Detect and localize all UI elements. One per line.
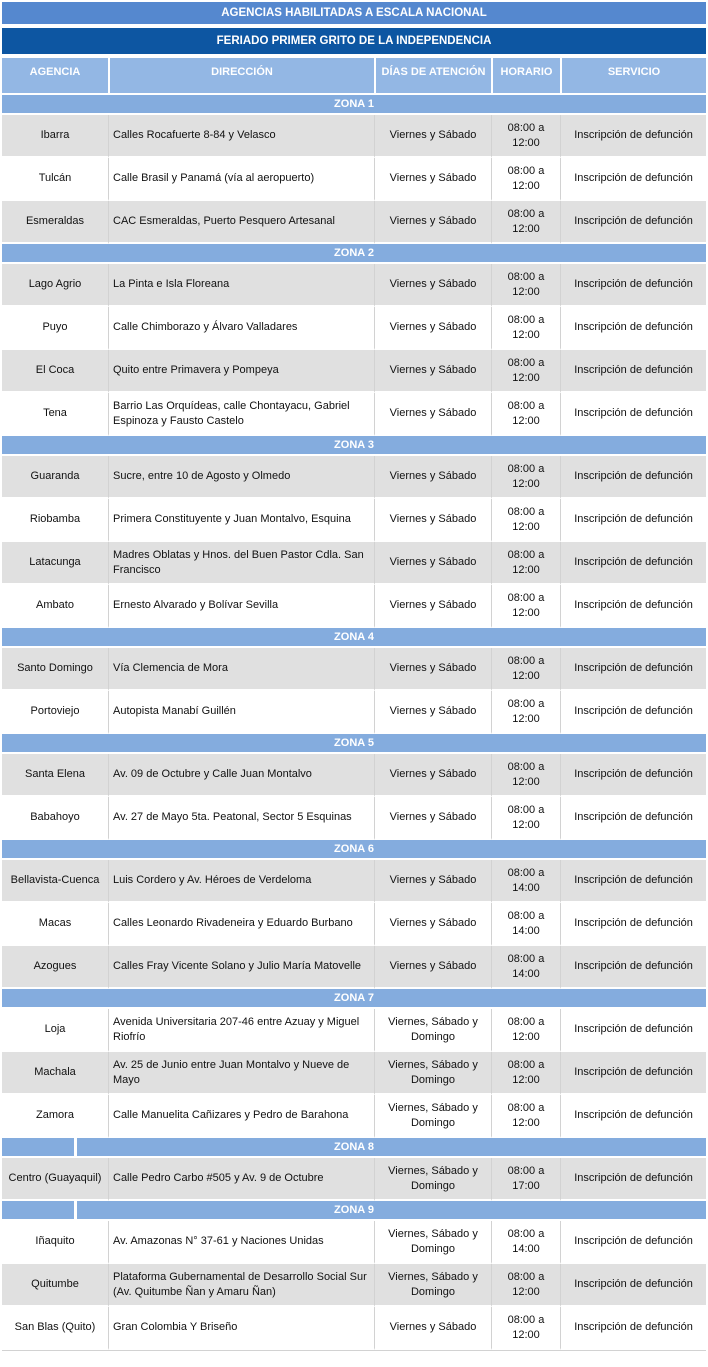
direccion-cell: Calle Manuelita Cañizares y Pedro de Barahona [108,1095,374,1138]
title-row [2,2,706,28]
horario-cell: 08:00 a 12:00 [491,115,560,158]
main-title-bar: AGENCIAS HABILITADAS A ESCALA NACIONAL [2,2,706,28]
column-header-agencia: AGENCIA [2,58,108,95]
agency-cell: Iñaquito [2,1221,108,1264]
zone-label: ZONA 4 [2,628,706,648]
agency-row [2,307,706,350]
horario-cell: 08:00 a 12:00 [491,456,560,499]
direccion-cell: Calle Pedro Carbo #505 y Av. 9 de Octubre [108,1158,374,1201]
zone-label: ZONA 9 [2,1201,706,1221]
agency-row [2,691,706,734]
direccion-cell: Calle Brasil y Panamá (vía al aeropuerto) [108,158,374,201]
agency-row [2,456,706,499]
agency-row [2,264,706,307]
servicio-cell: Inscripción de defunción [560,1095,706,1138]
zone-band-row [2,436,706,456]
direccion-cell: Av. 09 de Octubre y Calle Juan Montalvo [108,754,374,797]
agency-row [2,946,706,989]
zone-label: ZONA 8 [2,1138,706,1158]
dias-cell: Viernes y Sábado [374,201,491,244]
agency-row [2,754,706,797]
subtitle-row [2,28,706,58]
direccion-cell: Av. Amazonas N° 37-61 y Naciones Unidas [108,1221,374,1264]
agency-row [2,585,706,628]
agency-row [2,1264,706,1307]
agency-table-body [2,95,706,1350]
zone-band-row [2,734,706,754]
servicio-cell: Inscripción de defunción [560,393,706,436]
servicio-cell: Inscripción de defunción [560,115,706,158]
agency-row [2,350,706,393]
dias-cell: Viernes, Sábado y Domingo [374,1264,491,1307]
zone-label: ZONA 2 [2,244,706,264]
servicio-cell: Inscripción de defunción [560,860,706,903]
dias-cell: Viernes, Sábado y Domingo [374,1009,491,1052]
agency-row [2,797,706,840]
dias-cell: Viernes, Sábado y Domingo [374,1052,491,1095]
servicio-cell: Inscripción de defunción [560,307,706,350]
direccion-cell: Luis Cordero y Av. Héroes de Verdeloma [108,860,374,903]
agency-cell: Guaranda [2,456,108,499]
agency-cell: Ibarra [2,115,108,158]
agency-cell: Puyo [2,307,108,350]
servicio-cell: Inscripción de defunción [560,754,706,797]
horario-cell: 08:00 a 12:00 [491,158,560,201]
dias-cell: Viernes, Sábado y Domingo [374,1221,491,1264]
servicio-cell: Inscripción de defunción [560,1052,706,1095]
zone-band-row [2,840,706,860]
servicio-cell: Inscripción de defunción [560,158,706,201]
zone-band-row [2,244,706,264]
direccion-cell: Quito entre Primavera y Pompeya [108,350,374,393]
servicio-cell: Inscripción de defunción [560,946,706,989]
agency-cell: Esmeraldas [2,201,108,244]
direccion-cell: Autopista Manabí Guillén [108,691,374,734]
horario-cell: 08:00 a 14:00 [491,903,560,946]
agency-cell: Riobamba [2,499,108,542]
horario-cell: 08:00 a 12:00 [491,499,560,542]
agency-row [2,1052,706,1095]
direccion-cell: Calles Rocafuerte 8-84 y Velasco [108,115,374,158]
direccion-cell: La Pinta e Isla Floreana [108,264,374,307]
agency-row [2,499,706,542]
servicio-cell: Inscripción de defunción [560,542,706,585]
zone-band-row [2,1138,706,1158]
zone-label: ZONA 3 [2,436,706,456]
direccion-cell: Ernesto Alvarado y Bolívar Sevilla [108,585,374,628]
agency-cell: Santa Elena [2,754,108,797]
dias-cell: Viernes y Sábado [374,499,491,542]
dias-cell: Viernes y Sábado [374,456,491,499]
horario-cell: 08:00 a 12:00 [491,754,560,797]
horario-cell: 08:00 a 12:00 [491,264,560,307]
dias-cell: Viernes y Sábado [374,797,491,840]
dias-cell: Viernes y Sábado [374,1307,491,1350]
agency-row [2,1009,706,1052]
holiday-title-bar: FERIADO PRIMER GRITO DE LA INDEPENDENCIA [2,28,706,58]
agency-row [2,115,706,158]
direccion-cell: Calle Chimborazo y Álvaro Valladares [108,307,374,350]
servicio-cell: Inscripción de defunción [560,264,706,307]
dias-cell: Viernes, Sábado y Domingo [374,1095,491,1138]
direccion-cell: Primera Constituyente y Juan Montalvo, Esquina [108,499,374,542]
direccion-cell: Av. 27 de Mayo 5ta. Peatonal, Sector 5 Esquinas [108,797,374,840]
dias-cell: Viernes y Sábado [374,393,491,436]
agency-row [2,1307,706,1350]
agency-cell: San Blas (Quito) [2,1307,108,1350]
dias-cell: Viernes y Sábado [374,158,491,201]
agency-cell: Bellavista-Cuenca [2,860,108,903]
agency-cell: Ambato [2,585,108,628]
zone-band-row [2,95,706,115]
zone-band-row [2,989,706,1009]
direccion-cell: Avenida Universitaria 207-46 entre Azuay y Miguel Riofrío [108,1009,374,1052]
zone-band-row [2,628,706,648]
horario-cell: 08:00 a 12:00 [491,1009,560,1052]
column-header-direccion: DIRECCIÓN [108,58,374,95]
direccion-cell: Sucre, entre 10 de Agosto y Olmedo [108,456,374,499]
horario-cell: 08:00 a 12:00 [491,350,560,393]
agency-cell: Centro (Guayaquil) [2,1158,108,1201]
horario-cell: 08:00 a 12:00 [491,1264,560,1307]
horario-cell: 08:00 a 12:00 [491,797,560,840]
servicio-cell: Inscripción de defunción [560,1264,706,1307]
horario-cell: 08:00 a 12:00 [491,1052,560,1095]
agency-cell: Machala [2,1052,108,1095]
direccion-cell: CAC Esmeraldas, Puerto Pesquero Artesanal [108,201,374,244]
servicio-cell: Inscripción de defunción [560,797,706,840]
servicio-cell: Inscripción de defunción [560,648,706,691]
agency-cell: Babahoyo [2,797,108,840]
agency-row [2,158,706,201]
direccion-cell: Vía Clemencia de Mora [108,648,374,691]
agency-row [2,1095,706,1138]
agency-cell: Tulcán [2,158,108,201]
column-header-row [2,58,706,95]
column-header-horario: HORARIO [491,58,560,95]
agency-row [2,903,706,946]
agency-cell: Santo Domingo [2,648,108,691]
zone-label: ZONA 1 [2,95,706,115]
servicio-cell: Inscripción de defunción [560,499,706,542]
agency-cell: Azogues [2,946,108,989]
direccion-cell: Madres Oblatas y Hnos. del Buen Pastor Cdla. San Francisco [108,542,374,585]
horario-cell: 08:00 a 17:00 [491,1158,560,1201]
zone-label: ZONA 5 [2,734,706,754]
dias-cell: Viernes y Sábado [374,115,491,158]
horario-cell: 08:00 a 12:00 [491,542,560,585]
agency-row [2,542,706,585]
horario-cell: 08:00 a 12:00 [491,307,560,350]
dias-cell: Viernes y Sábado [374,903,491,946]
horario-cell: 08:00 a 12:00 [491,1095,560,1138]
servicio-cell: Inscripción de defunción [560,1307,706,1350]
servicio-cell: Inscripción de defunción [560,903,706,946]
agency-row [2,1158,706,1201]
column-header-servicio: SERVICIO [560,58,706,95]
direccion-cell: Calles Fray Vicente Solano y Julio María Matovelle [108,946,374,989]
servicio-cell: Inscripción de defunción [560,1158,706,1201]
agency-cell: Lago Agrio [2,264,108,307]
agency-cell: El Coca [2,350,108,393]
agency-cell: Tena [2,393,108,436]
servicio-cell: Inscripción de defunción [560,350,706,393]
servicio-cell: Inscripción de defunción [560,201,706,244]
agency-row [2,1221,706,1264]
agency-cell: Latacunga [2,542,108,585]
dias-cell: Viernes y Sábado [374,585,491,628]
agencies-table [2,2,706,1350]
horario-cell: 08:00 a 12:00 [491,1307,560,1350]
direccion-cell: Barrio Las Orquídeas, calle Chontayacu, Gabriel Espinoza y Fausto Castelo [108,393,374,436]
agency-cell: Portoviejo [2,691,108,734]
agency-row [2,393,706,436]
dias-cell: Viernes y Sábado [374,350,491,393]
dias-cell: Viernes y Sábado [374,691,491,734]
horario-cell: 08:00 a 12:00 [491,201,560,244]
direccion-cell: Gran Colombia Y Briseño [108,1307,374,1350]
dias-cell: Viernes y Sábado [374,860,491,903]
agency-row [2,201,706,244]
zone-label: ZONA 6 [2,840,706,860]
horario-cell: 08:00 a 14:00 [491,860,560,903]
dias-cell: Viernes y Sábado [374,307,491,350]
horario-cell: 08:00 a 12:00 [491,585,560,628]
dias-cell: Viernes y Sábado [374,264,491,307]
agency-row [2,648,706,691]
dias-cell: Viernes y Sábado [374,754,491,797]
direccion-cell: Calles Leonardo Rivadeneira y Eduardo Burbano [108,903,374,946]
direccion-cell: Av. 25 de Junio entre Juan Montalvo y Nueve de Mayo [108,1052,374,1095]
agency-row [2,860,706,903]
servicio-cell: Inscripción de defunción [560,691,706,734]
horario-cell: 08:00 a 12:00 [491,393,560,436]
agency-cell: Zamora [2,1095,108,1138]
agency-cell: Macas [2,903,108,946]
dias-cell: Viernes y Sábado [374,648,491,691]
dias-cell: Viernes, Sábado y Domingo [374,1158,491,1201]
agency-cell: Quitumbe [2,1264,108,1307]
horario-cell: 08:00 a 14:00 [491,946,560,989]
servicio-cell: Inscripción de defunción [560,585,706,628]
dias-cell: Viernes y Sábado [374,946,491,989]
servicio-cell: Inscripción de defunción [560,1009,706,1052]
zone-label: ZONA 7 [2,989,706,1009]
agency-cell: Loja [2,1009,108,1052]
horario-cell: 08:00 a 12:00 [491,648,560,691]
direccion-cell: Plataforma Gubernamental de Desarrollo Social Sur (Av. Quitumbe Ñan y Amaru Ñan) [108,1264,374,1307]
servicio-cell: Inscripción de defunción [560,1221,706,1264]
servicio-cell: Inscripción de defunción [560,456,706,499]
horario-cell: 08:00 a 14:00 [491,1221,560,1264]
zone-band-row [2,1201,706,1221]
column-header-dias-atencion: DÍAS DE ATENCIÓN [374,58,491,95]
table-bottom-border [2,1350,706,1351]
horario-cell: 08:00 a 12:00 [491,691,560,734]
dias-cell: Viernes y Sábado [374,542,491,585]
